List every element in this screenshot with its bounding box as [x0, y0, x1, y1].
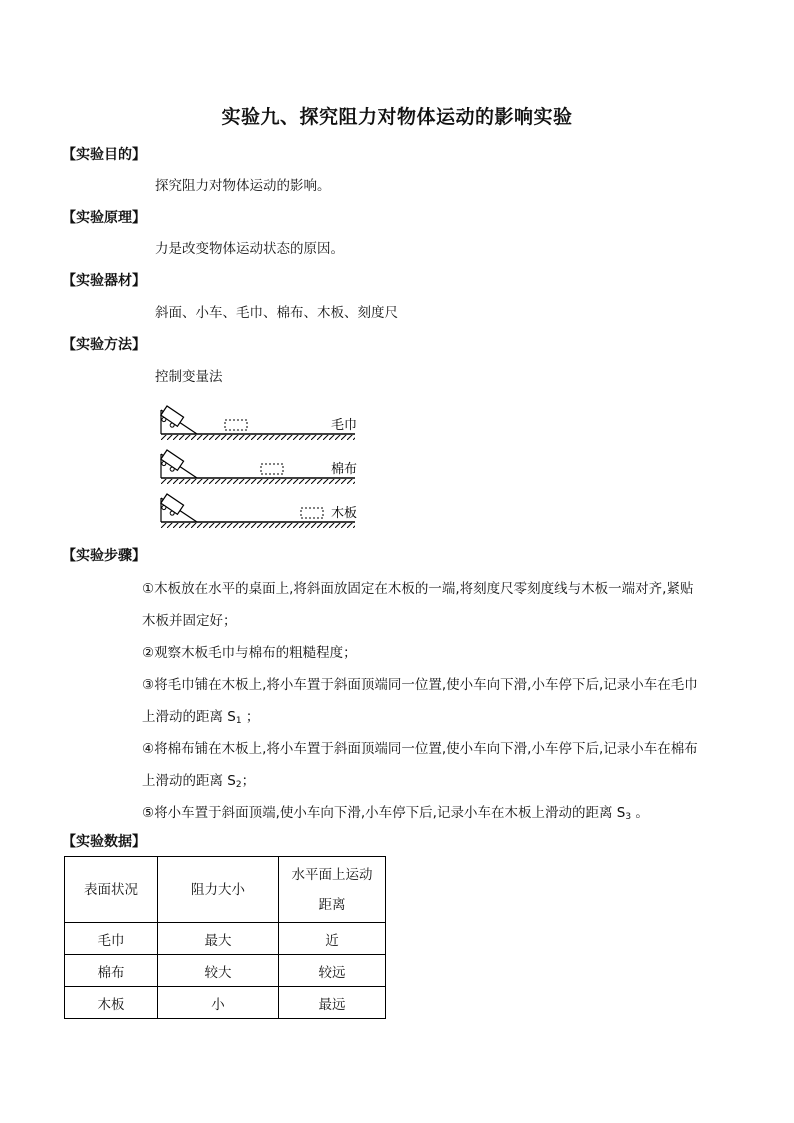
table-cell: 较远	[279, 955, 386, 987]
table-row	[65, 923, 386, 955]
section-heading-purpose: 【实验目的】	[62, 147, 146, 163]
surface-label-towel: 毛巾	[331, 418, 358, 433]
table-header-cell: 阻力大小	[158, 857, 279, 923]
table-row	[65, 987, 386, 1019]
table-header-cell: 水平面上运动 距离	[279, 857, 386, 923]
table-cell: 较大	[158, 955, 279, 987]
surface-label-board: 木板	[331, 506, 358, 521]
cart-icon	[159, 406, 184, 430]
cart-stop-marker	[225, 420, 247, 430]
table-header-row	[65, 857, 386, 923]
step-line: ⑤将小车置于斜面顶端,使小车向下滑,小车停下后,记录小车在木板上滑动的距离 $S_3$ 。	[142, 805, 649, 822]
table-cell: 近	[279, 923, 386, 955]
table-cell: 最远	[279, 987, 386, 1019]
data-table	[64, 856, 386, 1019]
page-title: 实验九、探究阻力对物体运动的影响实验	[221, 106, 573, 128]
cart-icon	[159, 494, 184, 518]
step-line: 木板并固定好；	[142, 613, 237, 629]
table-row	[65, 955, 386, 987]
section-heading-steps: 【实验步骤】	[62, 548, 146, 564]
step-line: ②观察木板毛巾与棉布的粗糙程度；	[142, 645, 357, 661]
method-text: 控制变量法	[155, 369, 223, 385]
cart-icon	[159, 450, 184, 474]
principle-text: 力是改变物体运动状态的原因。	[155, 241, 344, 257]
experiment-diagram	[155, 398, 375, 538]
step-line: ③将毛巾铺在木板上,将小车置于斜面顶端同一位置,使小车向下滑,小车停下后,记录小车在毛巾	[142, 677, 698, 693]
step-line: ①木板放在水平的桌面上,将斜面放固定在木板的一端,将刻度尺零刻度线与木板一端对齐,紧贴	[142, 581, 694, 597]
step-line: 上滑动的距离 $S_2$；	[142, 773, 256, 790]
step-line: 上滑动的距离 $S_1$ ；	[142, 709, 260, 726]
purpose-text: 探究阻力对物体运动的影响。	[155, 178, 331, 194]
setup-board	[159, 494, 357, 528]
section-heading-method: 【实验方法】	[62, 337, 146, 353]
cart-stop-marker	[261, 464, 283, 474]
section-heading-principle: 【实验原理】	[62, 210, 146, 226]
table-header-cell: 表面状况	[65, 857, 158, 923]
section-heading-data: 【实验数据】	[62, 834, 146, 850]
setup-towel	[159, 406, 357, 440]
table-cell: 最大	[158, 923, 279, 955]
table-cell: 毛巾	[65, 923, 158, 955]
table-cell: 棉布	[65, 955, 158, 987]
table-cell: 木板	[65, 987, 158, 1019]
table-cell: 小	[158, 987, 279, 1019]
section-heading-equipment: 【实验器材】	[62, 273, 146, 289]
step-line: ④将棉布铺在木板上,将小车置于斜面顶端同一位置,使小车向下滑,小车停下后,记录小车在棉布	[142, 741, 698, 757]
setup-cotton	[159, 450, 357, 484]
surface-label-cotton: 棉布	[331, 462, 358, 477]
equipment-text: 斜面、小车、毛巾、棉布、木板、刻度尺	[155, 305, 398, 321]
cart-stop-marker	[301, 508, 323, 518]
